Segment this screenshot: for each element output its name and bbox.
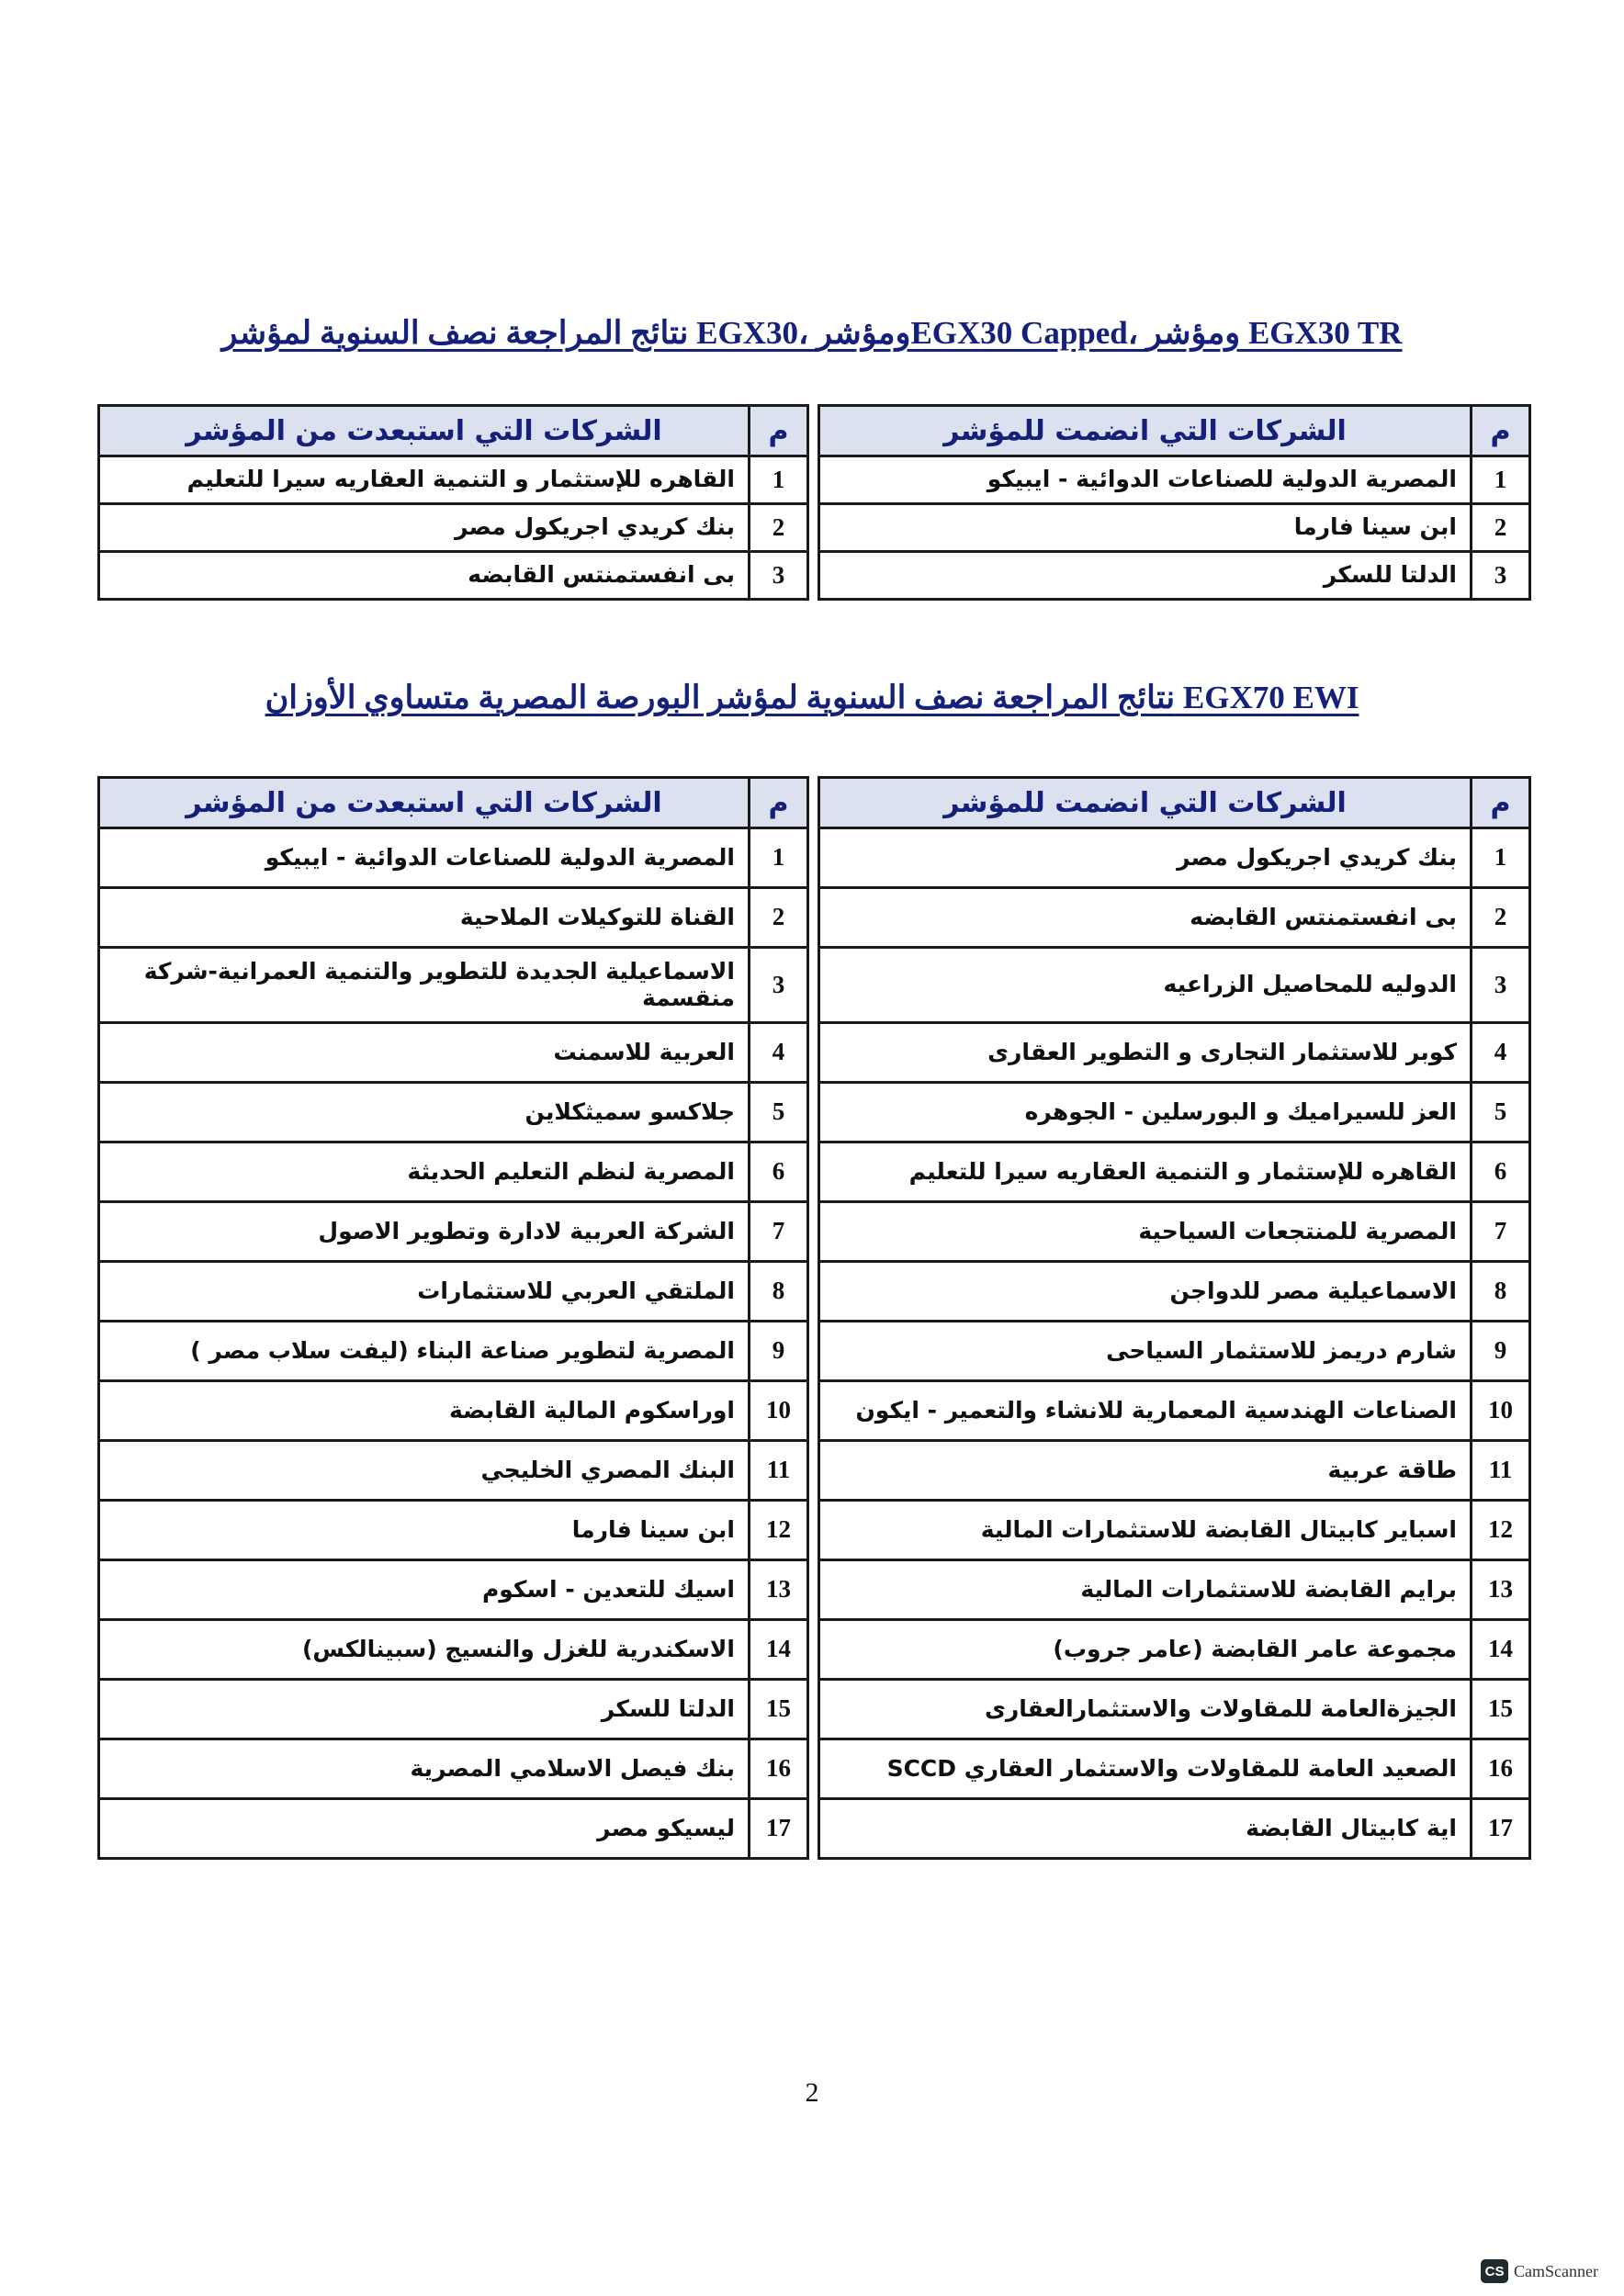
excluded-company: القاهره للإستثمار و التنمية العقاريه سيرا للتعليم bbox=[99, 456, 750, 504]
joined-company: الاسماعيلية مصر للدواجن bbox=[819, 1262, 1472, 1322]
camscanner-text: CamScanner bbox=[1514, 2261, 1598, 2280]
table-row bbox=[99, 552, 1530, 600]
excluded-company: اسيك للتعدين - اسكوم bbox=[99, 1560, 750, 1620]
joined-company: القاهره للإستثمار و التنمية العقاريه سيرا للتعليم bbox=[819, 1142, 1472, 1202]
row-number: 4 bbox=[750, 1023, 808, 1083]
row-number: 14 bbox=[750, 1620, 808, 1680]
joined-company: المصرية للمنتجعات السياحية bbox=[819, 1202, 1472, 1262]
row-number: 7 bbox=[750, 1202, 808, 1262]
row-number: 15 bbox=[1472, 1680, 1530, 1739]
camscanner-logo-icon: CS bbox=[1481, 2259, 1508, 2283]
row-number: 3 bbox=[750, 948, 808, 1023]
row-number: 8 bbox=[1472, 1262, 1530, 1322]
joined-company: طاقة عربية bbox=[819, 1441, 1472, 1501]
excluded-company: بنك فيصل الاسلامي المصرية bbox=[99, 1739, 750, 1799]
excluded-company: الشركة العربية لادارة وتطوير الاصول bbox=[99, 1202, 750, 1262]
section2-title-text: نتائج المراجعة نصف السنوية لمؤشر البورصة المصرية متساوي الأوزان EGX70 EWI bbox=[265, 680, 1359, 715]
row-number: 11 bbox=[1472, 1441, 1530, 1501]
table-row bbox=[99, 1739, 1530, 1799]
joined-company: الدوليه للمحاصيل الزراعيه bbox=[819, 948, 1472, 1023]
excluded-company: بى انفستمنتس القابضه bbox=[99, 552, 750, 600]
row-number: 2 bbox=[750, 888, 808, 948]
col-num-header: م bbox=[1472, 406, 1530, 456]
table-row bbox=[99, 1142, 1530, 1202]
table-row bbox=[99, 1023, 1530, 1083]
row-number: 6 bbox=[750, 1142, 808, 1202]
excluded-company: المصرية الدولية للصناعات الدوائية - ايبيكو bbox=[99, 828, 750, 888]
row-number: 2 bbox=[1472, 888, 1530, 948]
table-row bbox=[99, 888, 1530, 948]
row-number: 13 bbox=[750, 1560, 808, 1620]
row-number: 2 bbox=[750, 504, 808, 552]
table-row bbox=[99, 1381, 1530, 1441]
excluded-company: بنك كريدي اجريكول مصر bbox=[99, 504, 750, 552]
page-number: 2 bbox=[805, 2077, 819, 2108]
joined-company: الصعيد العامة للمقاولات والاستثمار العقاري SCCD bbox=[819, 1739, 1472, 1799]
row-number: 17 bbox=[750, 1799, 808, 1859]
table-row bbox=[99, 504, 1530, 552]
joined-company: شارم دريمز للاستثمار السياحى bbox=[819, 1322, 1472, 1381]
row-number: 3 bbox=[750, 552, 808, 600]
excluded-company: الاسكندرية للغزل والنسيج (سبينالكس) bbox=[99, 1620, 750, 1680]
section1-title bbox=[0, 315, 1624, 352]
col-excluded-header: الشركات التي استبعدت من المؤشر bbox=[99, 406, 750, 456]
table-header-row bbox=[99, 778, 1530, 828]
excluded-company: العربية للاسمنت bbox=[99, 1023, 750, 1083]
excluded-company: ليسيكو مصر bbox=[99, 1799, 750, 1859]
excluded-company: ابن سينا فارما bbox=[99, 1501, 750, 1560]
row-number: 16 bbox=[1472, 1739, 1530, 1799]
joined-company: العز للسيراميك و البورسلين - الجوهره bbox=[819, 1083, 1472, 1142]
row-number: 15 bbox=[750, 1680, 808, 1739]
row-number: 12 bbox=[1472, 1501, 1530, 1560]
excluded-company: اوراسكوم المالية القابضة bbox=[99, 1381, 750, 1441]
table-header-row bbox=[99, 406, 1530, 456]
row-number: 8 bbox=[750, 1262, 808, 1322]
table-row bbox=[99, 456, 1530, 504]
table-row bbox=[99, 1202, 1530, 1262]
row-number: 7 bbox=[1472, 1202, 1530, 1262]
table-row bbox=[99, 1083, 1530, 1142]
table-row bbox=[99, 1560, 1530, 1620]
row-number: 1 bbox=[1472, 828, 1530, 888]
row-number: 3 bbox=[1472, 552, 1530, 600]
excluded-company: البنك المصري الخليجي bbox=[99, 1441, 750, 1501]
row-number: 11 bbox=[750, 1441, 808, 1501]
col-num-header: م bbox=[750, 406, 808, 456]
col-joined-header: الشركات التي انضمت للمؤشر bbox=[819, 778, 1472, 828]
row-number: 2 bbox=[1472, 504, 1530, 552]
table-row bbox=[99, 1262, 1530, 1322]
row-number: 13 bbox=[1472, 1560, 1530, 1620]
excluded-company: الاسماعيلية الجديدة للتطوير والتنمية العمرانية-شركة منقسمة bbox=[99, 948, 750, 1023]
row-number: 9 bbox=[750, 1322, 808, 1381]
row-number: 3 bbox=[1472, 948, 1530, 1023]
excluded-company: جلاكسو سميثكلاين bbox=[99, 1083, 750, 1142]
table-row bbox=[99, 1680, 1530, 1739]
row-number: 10 bbox=[1472, 1381, 1530, 1441]
joined-company: المصرية الدولية للصناعات الدوائية - ايبيكو bbox=[819, 456, 1472, 504]
row-number: 4 bbox=[1472, 1023, 1530, 1083]
excluded-company: المصرية لنظم التعليم الحديثة bbox=[99, 1142, 750, 1202]
joined-company: بى انفستمنتس القابضه bbox=[819, 888, 1472, 948]
table-row bbox=[99, 1799, 1530, 1859]
row-number: 5 bbox=[1472, 1083, 1530, 1142]
col-joined-header: الشركات التي انضمت للمؤشر bbox=[819, 406, 1472, 456]
joined-company: بنك كريدي اجريكول مصر bbox=[819, 828, 1472, 888]
row-number: 16 bbox=[750, 1739, 808, 1799]
joined-company: الدلتا للسكر bbox=[819, 552, 1472, 600]
table-row bbox=[99, 948, 1530, 1023]
section2-title bbox=[0, 680, 1624, 716]
excluded-company: القناة للتوكيلات الملاحية bbox=[99, 888, 750, 948]
row-number: 10 bbox=[750, 1381, 808, 1441]
table-row bbox=[99, 1322, 1530, 1381]
joined-company: مجموعة عامر القابضة (عامر جروب) bbox=[819, 1620, 1472, 1680]
col-excluded-header: الشركات التي استبعدت من المؤشر bbox=[99, 778, 750, 828]
camscanner-watermark bbox=[1481, 2259, 1598, 2283]
excluded-company: الملتقي العربي للاستثمارات bbox=[99, 1262, 750, 1322]
joined-company: الجيزةالعامة للمقاولات والاستثمارالعقارى bbox=[819, 1680, 1472, 1739]
joined-company: اية كابيتال القابضة bbox=[819, 1799, 1472, 1859]
row-number: 1 bbox=[750, 828, 808, 888]
joined-company: اسباير كابيتال القابضة للاستثمارات المالية bbox=[819, 1501, 1472, 1560]
col-num-header: م bbox=[1472, 778, 1530, 828]
joined-company: ابن سينا فارما bbox=[819, 504, 1472, 552]
row-number: 6 bbox=[1472, 1142, 1530, 1202]
egx70-table bbox=[97, 776, 1531, 1860]
joined-company: كوبر للاستثمار التجارى و التطوير العقارى bbox=[819, 1023, 1472, 1083]
table-row bbox=[99, 1441, 1530, 1501]
egx30-table bbox=[97, 404, 1531, 601]
row-number: 12 bbox=[750, 1501, 808, 1560]
section1-title-text: نتائج المراجعة نصف السنوية لمؤشر EGX30، ومؤشرEGX30 Capped، ومؤشر EGX30 TR bbox=[221, 315, 1403, 351]
row-number: 17 bbox=[1472, 1799, 1530, 1859]
excluded-company: الدلتا للسكر bbox=[99, 1680, 750, 1739]
row-number: 14 bbox=[1472, 1620, 1530, 1680]
row-number: 9 bbox=[1472, 1322, 1530, 1381]
row-number: 1 bbox=[750, 456, 808, 504]
col-num-header: م bbox=[750, 778, 808, 828]
table-row bbox=[99, 1620, 1530, 1680]
excluded-company: المصرية لتطوير صناعة البناء (ليفت سلاب مصر ) bbox=[99, 1322, 750, 1381]
row-number: 1 bbox=[1472, 456, 1530, 504]
table-row bbox=[99, 1501, 1530, 1560]
table-row bbox=[99, 828, 1530, 888]
joined-company: برايم القابضة للاستثمارات المالية bbox=[819, 1560, 1472, 1620]
joined-company: الصناعات الهندسية المعمارية للانشاء والتعمير - ايكون bbox=[819, 1381, 1472, 1441]
row-number: 5 bbox=[750, 1083, 808, 1142]
